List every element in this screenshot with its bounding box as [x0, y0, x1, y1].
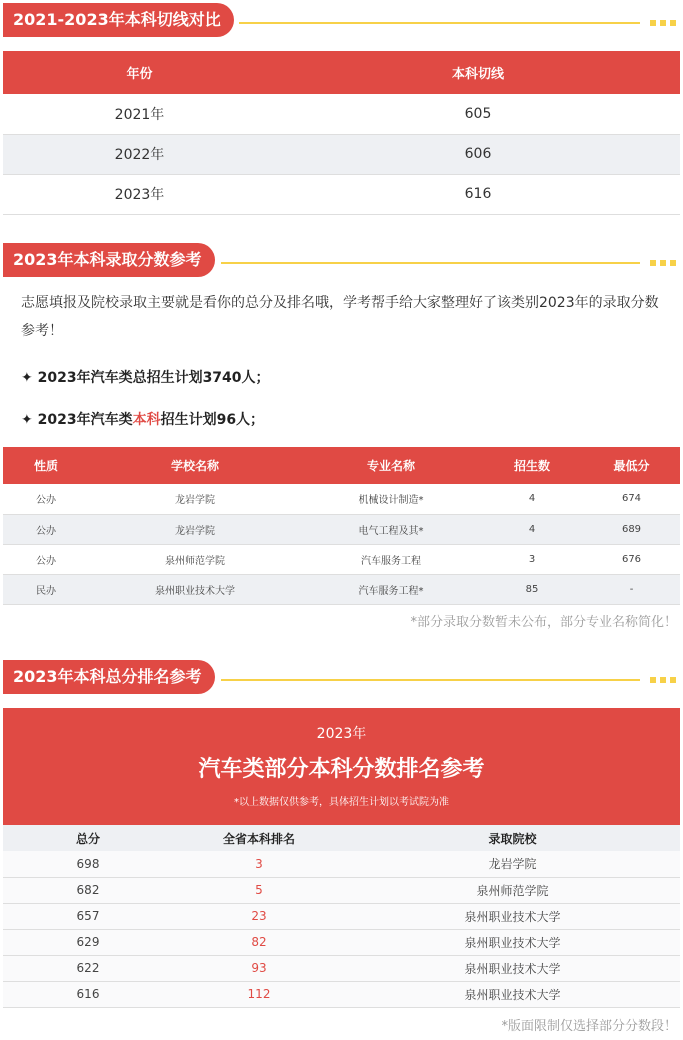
rank-cell: 93 — [173, 955, 345, 981]
total-score-cell: 629 — [3, 929, 173, 955]
header-divider — [221, 679, 640, 681]
table-row — [3, 574, 680, 604]
major-cell: 电气工程及其* — [301, 514, 481, 544]
column-header: 学校名称 — [89, 447, 301, 484]
rank-cell: 112 — [173, 981, 345, 1007]
major-cell: 汽车服务工程 — [301, 544, 481, 574]
header-dots — [650, 20, 676, 26]
total-score-cell: 698 — [3, 851, 173, 877]
column-header: 总分 — [3, 825, 173, 851]
cutoff-cell: 616 — [276, 174, 680, 214]
school-cell: 龙岩学院 — [89, 514, 301, 544]
year-cell: 2023年 — [3, 174, 276, 214]
header-dots — [650, 677, 676, 683]
admission-table — [3, 447, 680, 605]
total-score-cell: 657 — [3, 903, 173, 929]
major-cell: 机械设计制造* — [301, 484, 481, 514]
table-row — [3, 981, 680, 1007]
school-cell: 泉州职业技术大学 — [89, 574, 301, 604]
column-header: 全省本科排名 — [173, 825, 345, 851]
school-cell: 龙岩学院 — [89, 484, 301, 514]
plan-total-line: ✦ 2023年汽车类总招生计划3740人； — [21, 370, 270, 386]
table-header-row — [3, 447, 680, 484]
table-row — [3, 484, 680, 514]
column-header: 专业名称 — [301, 447, 481, 484]
table-row — [3, 903, 680, 929]
total-score-cell: 616 — [3, 981, 173, 1007]
school-cell: 龙岩学院 — [345, 851, 680, 877]
year-cell: 2021年 — [3, 94, 276, 134]
table-row — [3, 94, 680, 134]
column-header: 本科切线 — [276, 51, 680, 94]
count-cell: 4 — [481, 514, 583, 544]
total-score-cell: 682 — [3, 877, 173, 903]
table-row — [3, 514, 680, 544]
type-cell: 公办 — [3, 544, 89, 574]
banner-year: 2023年 — [316, 726, 367, 742]
count-cell: 3 — [481, 544, 583, 574]
type-cell: 民办 — [3, 574, 89, 604]
bullet-text: ✦ 2023年汽车类 — [21, 412, 133, 428]
table-row — [3, 134, 680, 174]
admission-note: *部分录取分数暂未公布，部分专业名称简化！ — [410, 615, 677, 630]
section-title: 2021-2023年本科切线对比 — [3, 3, 234, 37]
bullet-text: 招生计划96人； — [160, 412, 265, 428]
column-header: 最低分 — [583, 447, 680, 484]
column-header: 性质 — [3, 447, 89, 484]
year-cell: 2022年 — [3, 134, 276, 174]
rank-cell: 3 — [173, 851, 345, 877]
table-row — [3, 544, 680, 574]
min-score-cell: 676 — [583, 544, 680, 574]
school-cell: 泉州师范学院 — [89, 544, 301, 574]
banner-title: 汽车类部分本科分数排名参考 — [198, 757, 485, 782]
major-cell: 汽车服务工程* — [301, 574, 481, 604]
school-cell: 泉州职业技术大学 — [345, 903, 680, 929]
header-dots — [650, 260, 676, 266]
count-cell: 4 — [481, 484, 583, 514]
min-score-cell: 689 — [583, 514, 680, 544]
section-header-cutoff — [3, 3, 680, 37]
section-title: 2023年本科录取分数参考 — [3, 243, 215, 277]
school-cell: 泉州师范学院 — [345, 877, 680, 903]
rank-cell: 82 — [173, 929, 345, 955]
school-cell: 泉州职业技术大学 — [345, 981, 680, 1007]
table-row — [3, 851, 680, 877]
table-row — [3, 877, 680, 903]
table-header-row — [3, 825, 680, 851]
type-cell: 公办 — [3, 514, 89, 544]
section-header-admission — [3, 243, 680, 277]
ranking-table — [3, 825, 680, 1008]
table-row — [3, 174, 680, 214]
column-header: 年份 — [3, 51, 276, 94]
column-header: 招生数 — [481, 447, 583, 484]
total-score-cell: 622 — [3, 955, 173, 981]
count-cell: 85 — [481, 574, 583, 604]
header-divider — [221, 262, 640, 264]
highlight-text: 本科 — [132, 412, 161, 428]
section-header-ranking — [3, 660, 680, 694]
school-cell: 泉州职业技术大学 — [345, 929, 680, 955]
school-cell: 泉州职业技术大学 — [345, 955, 680, 981]
intro-paragraph: 志愿填报及院校录取主要就是看你的总分及排名哦，学考帮手给大家整理好了该类别2023年的录取分数参考！ — [21, 295, 659, 339]
table-row — [3, 929, 680, 955]
plan-bachelor-line — [21, 409, 264, 429]
ranking-note: *版面限制仅选择部分分数段！ — [501, 1019, 677, 1034]
cutoff-cell: 606 — [276, 134, 680, 174]
ranking-banner — [3, 708, 680, 825]
type-cell: 公办 — [3, 484, 89, 514]
section-title: 2023年本科总分排名参考 — [3, 660, 215, 694]
rank-cell: 23 — [173, 903, 345, 929]
rank-cell: 5 — [173, 877, 345, 903]
cutoff-table — [3, 51, 680, 215]
cutoff-cell: 605 — [276, 94, 680, 134]
min-score-cell: - — [583, 574, 680, 604]
min-score-cell: 674 — [583, 484, 680, 514]
header-divider — [239, 22, 640, 24]
banner-subtitle: *以上数据仅供参考，具体招生计划以考试院为准 — [234, 797, 449, 808]
table-row — [3, 955, 680, 981]
column-header: 录取院校 — [345, 825, 680, 851]
table-header-row — [3, 51, 680, 94]
